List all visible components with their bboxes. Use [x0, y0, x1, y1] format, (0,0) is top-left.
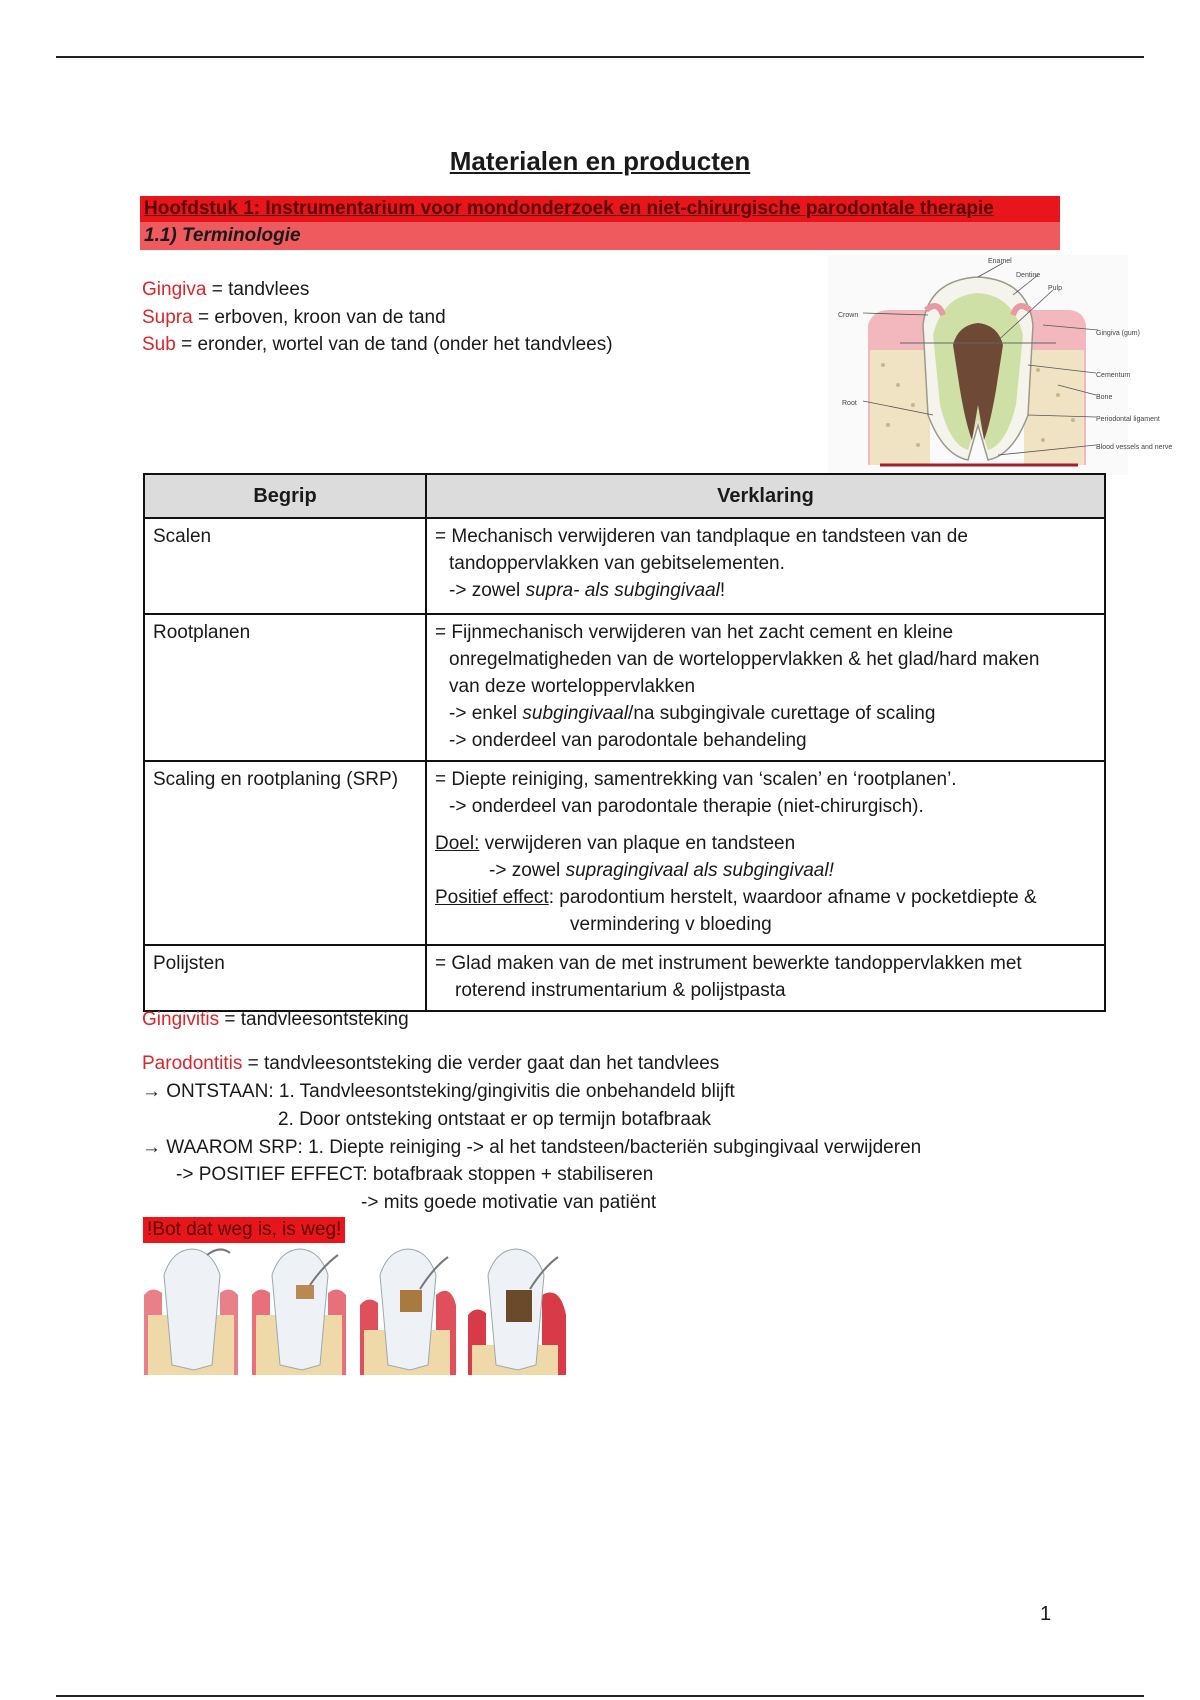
- stage-1: [144, 1249, 238, 1375]
- table-header-row: [144, 474, 1105, 518]
- label-gingiva: Gingiva (gum): [1096, 330, 1140, 337]
- table-row: [144, 518, 1105, 614]
- stage-4: [468, 1249, 566, 1375]
- page-number: 1: [1040, 1603, 1052, 1625]
- row-term: Scalen: [144, 518, 426, 614]
- warning-highlight: !Bot dat weg is, is weg!: [143, 1217, 345, 1243]
- label-cementum: Cementum: [1096, 372, 1131, 379]
- parodontitis-line: Parodontitis = tandvleesontsteking die verder gaat dan het tandvlees: [142, 1053, 720, 1074]
- table-row: [144, 761, 1105, 945]
- tooth-diagram: [828, 255, 1173, 475]
- row-definition: = Diepte reiniging, samentrekking van ‘scalen’ en ‘rootplanen’. -> onderdeel van parodontale therapie (niet-chirurgisch). Doel: verwijderen van plaque en tandsteen -> zowel supragingivaal als subgingivaal! Positief effect: parodontium herstelt, waardoor afname v pocketdiepte & vermindering v bloeding: [426, 761, 1105, 945]
- label-bone: Bone: [1096, 394, 1113, 401]
- term-sub: Sub = eronder, wortel van de tand (onder het tandvlees): [142, 334, 613, 355]
- label-root: Root: [842, 400, 857, 407]
- chapter-heading: Hoofdstuk 1: Instrumentarium voor mondonderzoek en niet-chirurgische parodontale therapie: [140, 196, 1060, 222]
- header-begrip: Begrip: [144, 474, 426, 518]
- label-dentine: Dentine: [1016, 272, 1041, 279]
- row-term: Polijsten: [144, 945, 426, 1011]
- label-enamel: Enamel: [988, 258, 1012, 265]
- row-term: Scaling en rootplaning (SRP): [144, 761, 426, 945]
- page-title: Materialen en producten: [449, 146, 751, 176]
- row-term: Rootplanen: [144, 614, 426, 761]
- row-definition: = Glad maken van de met instrument bewerkte tandoppervlakken met roterend instrumentarium & polijstpasta: [426, 945, 1105, 1011]
- parodontitis-ontstaan-1: → ONTSTAAN: 1. Tandvleesontsteking/gingivitis die onbehandeld blijft: [142, 1081, 735, 1102]
- label-vessels: Blood vessels and nerve: [1096, 444, 1173, 451]
- gingivitis-line: Gingivitis = tandvleesontsteking: [142, 1009, 409, 1030]
- stage-3: [360, 1249, 456, 1375]
- periodontitis-stages-image: [142, 1245, 567, 1377]
- parodontitis-waarom: → WAAROM SRP: 1. Diepte reiniging -> al het tandsteen/bacteriën subgingivaal verwijderen: [142, 1137, 922, 1158]
- top-rule: [56, 56, 1144, 58]
- term-gingiva: Gingiva = tandvlees: [142, 279, 310, 300]
- header-verklaring: Verklaring: [426, 474, 1105, 518]
- label-crown: Crown: [838, 312, 859, 319]
- term-supra: Supra = erboven, kroon van de tand: [142, 307, 446, 328]
- section-heading: 1.1) Terminologie: [140, 222, 1060, 250]
- stage-2: [252, 1249, 346, 1375]
- parodontitis-motivatie: -> mits goede motivatie van patiënt: [361, 1192, 657, 1213]
- label-ligament: Periodontal ligament: [1096, 416, 1160, 423]
- table-row: [144, 614, 1105, 761]
- table-row: [144, 945, 1105, 1011]
- parodontitis-effect: -> POSITIEF EFFECT: botafbraak stoppen + stabiliseren: [176, 1164, 654, 1185]
- row-definition: = Fijnmechanisch verwijderen van het zacht cement en kleine onregelmatigheden van de worteloppervlakken & het glad/hard maken van deze worteloppervlakken -> enkel subgingivaal/na subgingivale curettage of scaling -> onderdeel van parodontale behandeling: [426, 614, 1105, 761]
- parodontitis-ontstaan-2: 2. Door ontsteking ontstaat er op termijn botafbraak: [278, 1109, 712, 1130]
- label-pulp: Pulp: [1048, 285, 1063, 292]
- terminology-table: [143, 473, 1106, 1012]
- row-definition: = Mechanisch verwijderen van tandplaque en tandsteen van de tandoppervlakken van gebitselementen. -> zowel supra- als subgingivaal!: [426, 518, 1105, 614]
- bottom-rule: [56, 1695, 1144, 1697]
